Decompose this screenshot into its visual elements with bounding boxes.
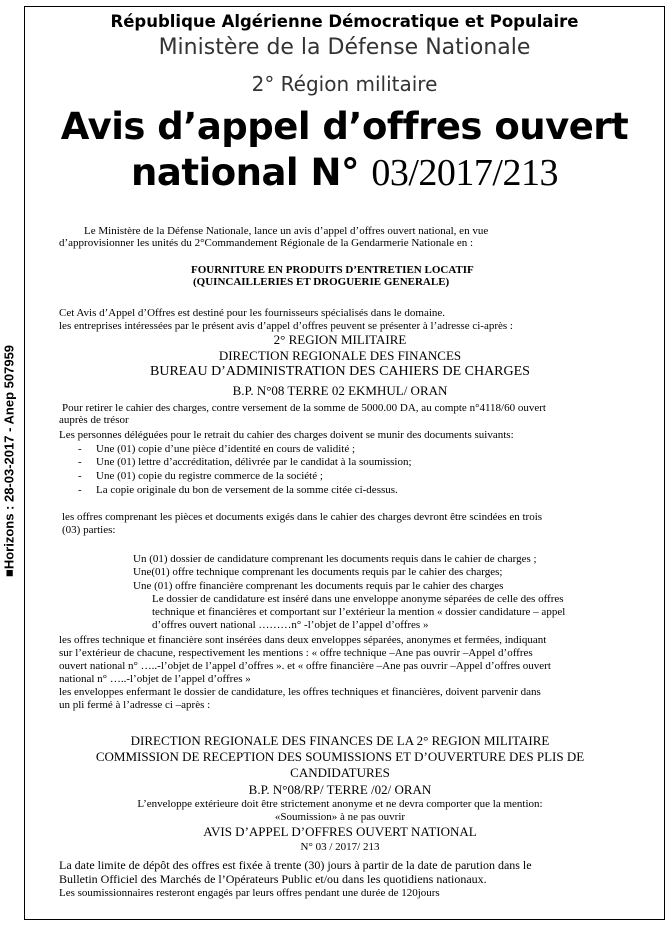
object-line-2: (QUINCAILLERIES ET DROGUERIE GENERALE) [193, 276, 450, 288]
header-republic: République Algérienne Démocratique et Populaire [110, 12, 579, 31]
address1-line-4: B.P. N°08 TERRE 02 EKMHUL/ ORAN [232, 383, 448, 398]
envelopes-line-4: national n° …..-l’objet de l’appel d’offres » [59, 673, 251, 685]
address2-line-3: CANDIDATURES [290, 765, 390, 780]
offers-line-1: les offres comprenant les pièces et documents exigés dans le cahier des charges devront être scindées en trois [62, 511, 543, 523]
deadline-line-3: Les soumissionnaires resteront engagés par leurs offres pendant une durée de 120jours [59, 887, 440, 899]
eligibility-line-1: Cet Avis d’Appel d’Offres est destiné pour les fournisseurs spécialisés dans le domaine. [59, 307, 446, 319]
title-number: 03/2017/213 [371, 152, 558, 194]
documents-item: - Une (01) copie d’une pièce d’identité en cours de validité ; [78, 443, 356, 455]
candidature-line-1: Le dossier de candidature est inséré dans une enveloppe anonyme séparées de celle des offres [152, 593, 564, 605]
documents-intro: Les personnes déléguées pour le retrait du cahier des charges doivent se munir des documents suivants: [59, 429, 514, 441]
documents-item: - La copie originale du bon de versement de la somme citée ci-dessus. [78, 484, 398, 496]
envelopes-line-1: les offres technique et financière sont insérées dans deux enveloppes séparées, anonymes et fermées, indiquant [59, 634, 547, 646]
title-prefix: national N° [131, 151, 359, 194]
address1-line-1: 2° REGION MILITAIRE [273, 332, 407, 347]
header-region: 2° Région militaire [251, 72, 438, 96]
address1-line-2: DIRECTION REGIONALE DES FINANCES [218, 348, 462, 363]
envelope-line-3: AVIS D’APPEL D’OFFRES OUVERT NATIONAL [203, 824, 477, 839]
payment-line-2: auprès de trésor [59, 414, 129, 426]
intro-line-1: Le Ministère de la Défense Nationale, lance un avis d’appel d’offres ouvert national, en vue [84, 225, 489, 237]
offers-part-1: Un (01) dossier de candidature comprenant les documents requis dans le cahier de charges ; [133, 553, 537, 565]
offers-part-2: Une(01) offre technique comprenant les documents requis par le cahier des charges; [133, 566, 503, 578]
address2-line-1: DIRECTION REGIONALE DES FINANCES DE LA 2° REGION MILITAIRE [130, 733, 550, 748]
envelope-line-1: L’enveloppe extérieure doit être strictement anonyme et ne devra comporter que la mention: [137, 798, 543, 810]
eligibility-line-2: les entreprises intéressées par le présent avis d’appel d’offres peuvent se présenter à l’adresse ci-après : [59, 320, 513, 332]
envelope-line-4: N° 03 / 2017/ 213 [300, 841, 380, 853]
delivery-line-2: un pli fermé à l’adresse ci –après : [59, 699, 211, 711]
envelope-line-2: «Soumission» à ne pas ouvrir [274, 811, 406, 823]
deadline-line-2: Bulletin Officiel des Marchés de l’Opérateurs Public et/ou dans les quotidiens nationaux. [59, 872, 487, 886]
side-label-text: ■Horizons : 28-03-2017 - Anep 507959 [1, 344, 17, 578]
documents-item: - Une (01) copie du registre commerce de la société ; [78, 470, 323, 482]
address2-line-2: COMMISSION DE RECEPTION DES SOUMISSIONS ET D’OUVERTURE DES PLIS DE [95, 749, 585, 764]
title-line-2 [24, 151, 665, 195]
intro-line-2: d’approvisionner les unités du 2°Commandement Régionale de la Gendarmerie Nationale en : [59, 237, 474, 249]
object-line-1: FOURNITURE EN PRODUITS D’ENTRETIEN LOCATIF [191, 264, 474, 276]
delivery-line-1: les enveloppes enfermant le dossier de candidature, les offres techniques et financières, doivent parvenir dans [59, 686, 541, 698]
candidature-line-3: d’offres ouvert national ………n° -l’objet de l’appel d’offres » [152, 619, 429, 631]
title-line-1: Avis d’appel d’offres ouvert [60, 105, 629, 148]
address1-line-3: BUREAU D’ADMINISTRATION DES CAHIERS DE CHARGES [150, 364, 530, 379]
offers-line-2: (03) parties: [62, 524, 116, 536]
header-ministry: Ministère de la Défense Nationale [158, 35, 531, 60]
envelopes-line-3: ouvert national n° …..-l’objet de l’appel d’offres ». et « offre financière –Ane pas ouvrir –Appel d’offres ouvert [59, 660, 551, 672]
side-publication-label [0, 318, 20, 604]
deadline-line-1: La date limite de dépôt des offres est fixée à trente (30) jours à partir de la date de parution dans le [59, 858, 532, 872]
candidature-line-2: technique et financières et comportant sur l’extérieur la mention « dossier candidature – appel [152, 606, 566, 618]
envelopes-line-2: sur l’extérieur de chacune, respectivement les mentions : « offre technique –Ane pas ouvrir –Appel d’offres [59, 647, 533, 659]
offers-part-3: Une (01) offre financière comprenant les documents requis par le cahier des charges [133, 580, 504, 592]
documents-item: - Une (01) lettre d’accréditation, délivrée par le candidat à la soumission; [78, 456, 412, 468]
address2-line-4: B.P. N°08/RP/ TERRE /02/ ORAN [248, 782, 432, 797]
payment-line-1: Pour retirer le cahier des charges, contre versement de la somme de 5000.00 DA, au compte n°4118/60 ouvert [62, 402, 546, 414]
